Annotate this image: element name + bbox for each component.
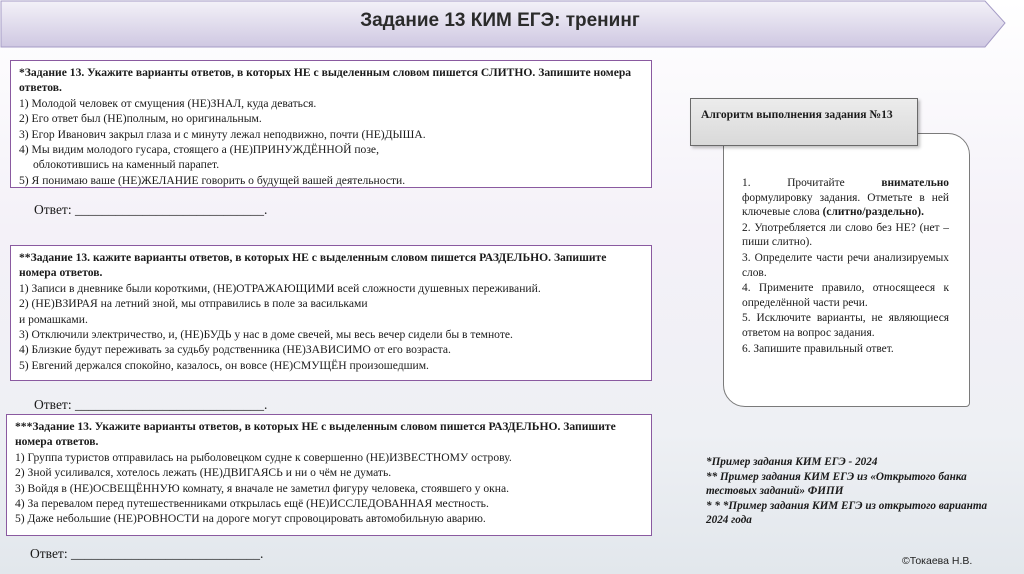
- task-box-3: [6, 414, 652, 536]
- header-banner: [0, 0, 1024, 50]
- algorithm-step-1: 1. Прочитайте внимательно формулировку задания. Отметьте в ней ключевые слова (слитно/раздельно).: [742, 177, 949, 219]
- task-option: 1) Группа туристов отправилась на рыболовецком судне к совершенно (НЕ)ИЗВЕСТНОМУ острову.: [15, 450, 512, 464]
- task-option: облокотившись на каменный парапет.: [33, 158, 220, 172]
- algorithm-step-5: 5. Исключите варианты, не являющиеся ответом на вопрос задания.: [742, 312, 949, 339]
- task-option: 3) Отключили электричество, и, (НЕ)БУДЬ у нас в доме свечей, мы весь вечер сидели бы в темноте.: [19, 328, 513, 342]
- note-item: * * *Пример задания КИМ ЕГЭ из открытого варианта 2024 года: [706, 499, 988, 526]
- task-option: 2) Его ответ был (НЕ)полным, но оригинальным.: [19, 112, 262, 126]
- task-box-1: [10, 60, 652, 188]
- page-title: Задание 13 КИМ ЕГЭ: тренинг: [360, 10, 640, 31]
- task-box-2: [10, 245, 652, 381]
- task-option: 1) Записи в дневнике были короткими, (НЕ)ОТРАЖАЮЩИМИ всей сложности душевных переживаний.: [19, 281, 541, 295]
- source-notes: [706, 455, 1006, 528]
- task-option: 2) (НЕ)ВЗИРАЯ на летний зной, мы отправились в поле за васильками: [19, 297, 368, 311]
- algorithm-step-4: 4. Примените правило, относящееся к определённой части речи.: [742, 282, 949, 309]
- task-option: 5) Евгений держался спокойно, казалось, он вовсе (НЕ)СМУЩЁН произошедшим.: [19, 358, 429, 372]
- task-option: 1) Молодой человек от смущения (НЕ)ЗНАЛ, куда деваться.: [19, 96, 317, 110]
- task-option: 3) Войдя в (НЕ)ОСВЕЩЁННУЮ комнату, я вначале не заметил фигуру человека, стоявшего у окна.: [15, 481, 510, 495]
- task-option: 5) Я понимаю ваше (НЕ)ЖЕЛАНИЕ говорить о будущей вашей деятельности.: [19, 173, 406, 187]
- algorithm-step-3: 3. Определите части речи анализируемых слов.: [742, 251, 949, 279]
- copyright: ©Токаева Н.В.: [902, 555, 973, 567]
- algorithm-step-2: 2. Употребляется ли слово без НЕ? (нет – пиши слитно).: [742, 221, 949, 249]
- answer-line-2[interactable]: Ответ: ____________________________.: [34, 397, 268, 412]
- task-option: 4) Мы видим молодого гусара, стоящего а (НЕ)ПРИНУЖДЁННОЙ позе,: [19, 143, 379, 157]
- task-title: ***Задание 13. Укажите варианты ответов, в которых НЕ с выделенным словом пишется РАЗДЕЛЬНО. Запишите номера ответов.: [15, 420, 616, 449]
- task-option: и ромашками.: [19, 312, 88, 326]
- task-option: 5) Даже небольшие (НЕ)РОВНОСТИ на дороге могут спровоцировать автомобильную аварию.: [15, 512, 486, 526]
- task-option: 2) Зной усиливался, хотелось лежать (НЕ)ДВИГАЯСЬ и ни о чём не думать.: [15, 466, 392, 480]
- algorithm-step-6: 6. Запишите правильный ответ.: [742, 342, 894, 355]
- task-option: 3) Егор Иванович закрыл глаза и с минуту лежал неподвижно, почти (НЕ)ДЫША.: [19, 127, 426, 141]
- note-item: *Пример задания КИМ ЕГЭ - 2024: [706, 456, 878, 468]
- algorithm-title: Алгоритм выполнения задания №13: [690, 98, 918, 146]
- task-title: **Задание 13. кажите варианты ответов, в которых НЕ с выделенным словом пишется РАЗДЕЛЬНО. Запишите номера ответов.: [19, 251, 607, 280]
- task-option: 4) За перевалом перед путешественниками открылась ещё (НЕ)ИССЛЕДОВАННАЯ местность.: [15, 497, 489, 511]
- task-title: *Задание 13. Укажите варианты ответов, в которых НЕ с выделенным словом пишется СЛИТНО. Запишите номера ответов.: [19, 66, 632, 95]
- algorithm-card: [723, 133, 970, 407]
- note-item: ** Пример задания КИМ ЕГЭ из «Открытого банка тестовых заданий» ФИПИ: [706, 470, 967, 497]
- answer-line-3[interactable]: Ответ: ____________________________.: [30, 546, 264, 561]
- answer-line-1[interactable]: Ответ: ____________________________.: [34, 202, 268, 217]
- task-option: 4) Близкие будут переживать за судьбу родственника (НЕ)ЗАВИСИМО от его возраста.: [19, 343, 451, 357]
